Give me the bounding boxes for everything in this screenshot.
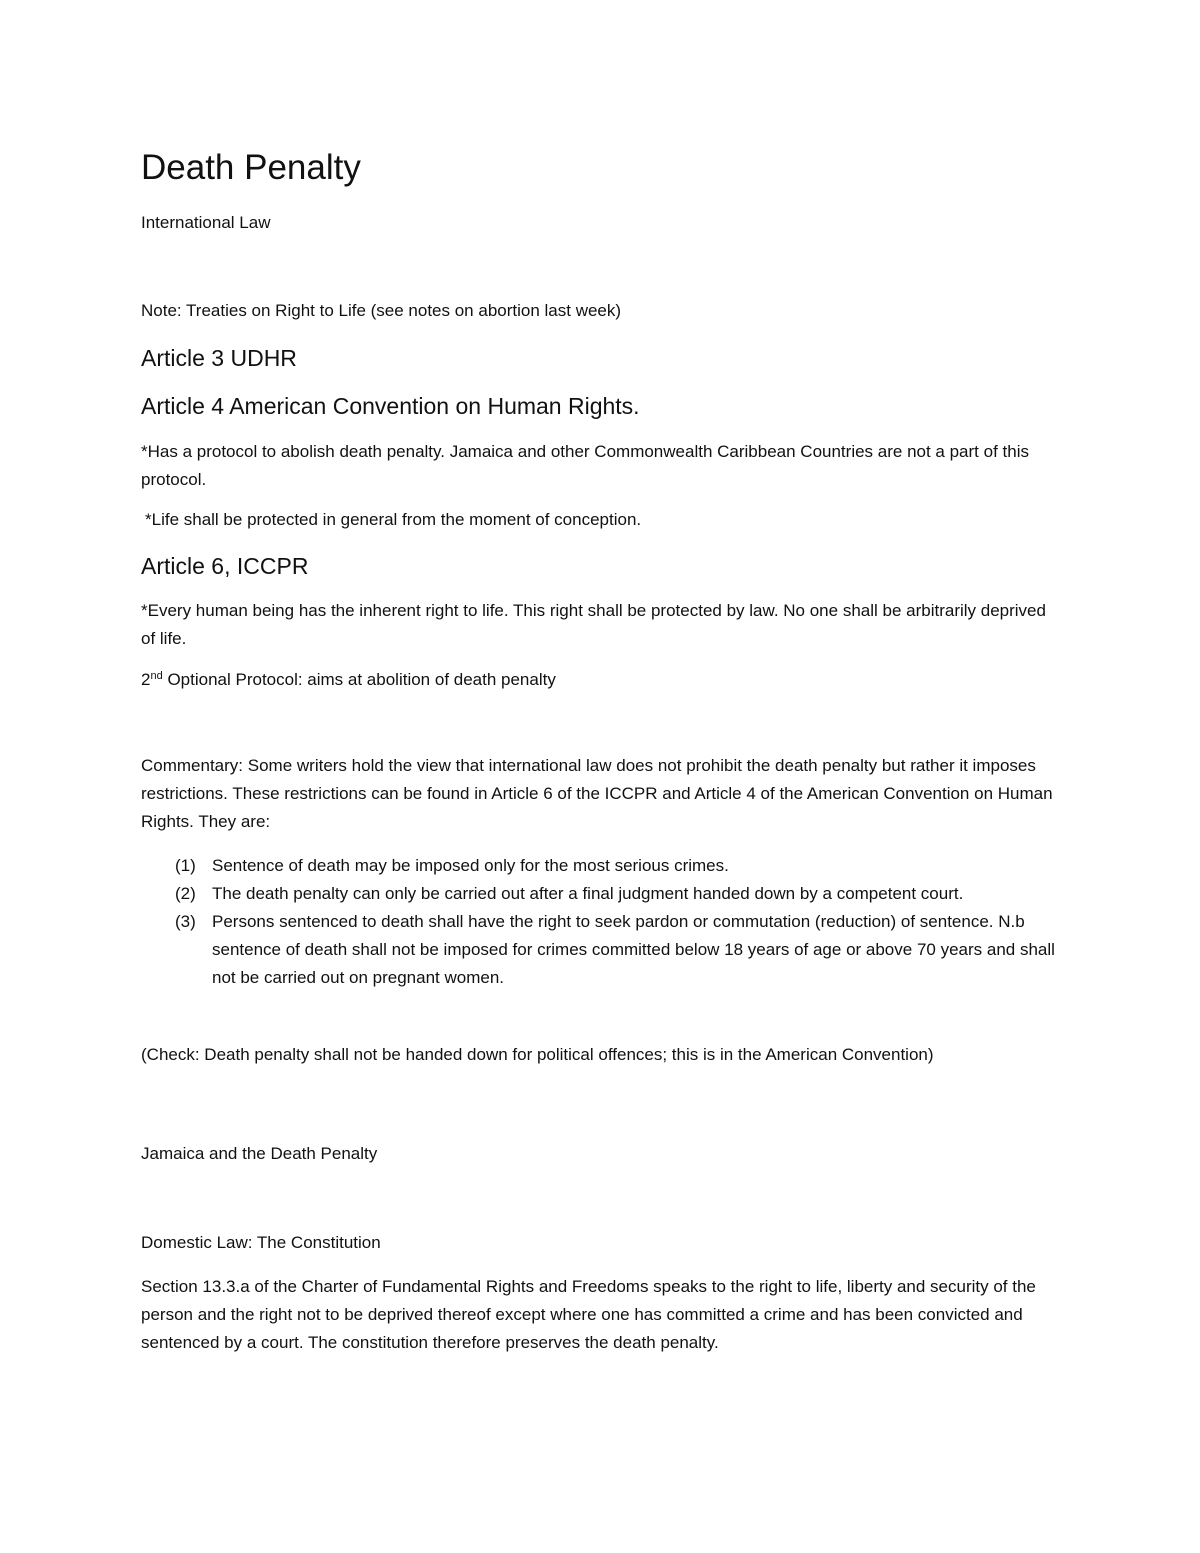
list-item-number: (3): [175, 912, 196, 931]
note-line: Note: Treaties on Right to Life (see notes on abortion last week): [141, 301, 622, 320]
section-13-paragraph: Section 13.3.a of the Charter of Fundamental Rights and Freedoms speaks to the right to life, liberty and security of the person and the right not to be deprived thereof except where one has committed a crime and has been convicted and sentenced by a court. The constitution therefore preserves the death penalty.: [141, 1277, 1036, 1352]
article-4-point-1: *Has a protocol to abolish death penalty. Jamaica and other Commonwealth Caribbean Countries are not a part of this protocol.: [141, 442, 1029, 489]
article-4-point-2: *Life shall be protected in general from the moment of conception.: [145, 510, 642, 529]
heading-article-3: Article 3 UDHR: [141, 345, 297, 371]
domestic-law-heading: Domestic Law: The Constitution: [141, 1233, 381, 1252]
list-item: [141, 880, 1061, 908]
list-item-text: The death penalty can only be carried out after a final judgment handed down by a competent court.: [212, 884, 964, 903]
optional-protocol-line: [141, 666, 556, 694]
list-item-text: Sentence of death may be imposed only for the most serious crimes.: [212, 856, 729, 875]
list-item: [141, 852, 1061, 880]
optional-protocol-number: 2: [141, 670, 151, 689]
document-subtitle: International Law: [141, 213, 271, 232]
jamaica-heading: Jamaica and the Death Penalty: [141, 1144, 378, 1163]
optional-protocol-superscript: nd: [150, 670, 163, 682]
commentary-paragraph: Commentary: Some writers hold the view that international law does not prohibit the death penalty but rather it imposes restrictions. These restrictions can be found in Article 6 of the ICCPR and Article 4 of the American Convention on Human Rights. They are:: [141, 756, 1053, 831]
list-item-number: (2): [175, 884, 196, 903]
check-note: (Check: Death penalty shall not be handed down for political offences; this is in the American Convention): [141, 1045, 934, 1064]
list-item-number: (1): [175, 856, 196, 875]
list-item-text: Persons sentenced to death shall have the right to seek pardon or commutation (reduction) of sentence. N.b sentence of death shall not be imposed for crimes committed below 18 years of age or above 70 years and shall not be carried out on pregnant women.: [212, 912, 1055, 987]
document-title: Death Penalty: [141, 148, 361, 187]
heading-article-6: Article 6, ICCPR: [141, 553, 309, 579]
heading-article-4: Article 4 American Convention on Human Rights.: [141, 393, 640, 419]
article-6-point-1: *Every human being has the inherent right to life. This right shall be protected by law. No one shall be arbitrarily deprived of life.: [141, 601, 1046, 648]
optional-protocol-text: Optional Protocol: aims at abolition of death penalty: [162, 670, 556, 689]
restrictions-list: [141, 852, 1061, 992]
list-item: [141, 908, 1061, 992]
